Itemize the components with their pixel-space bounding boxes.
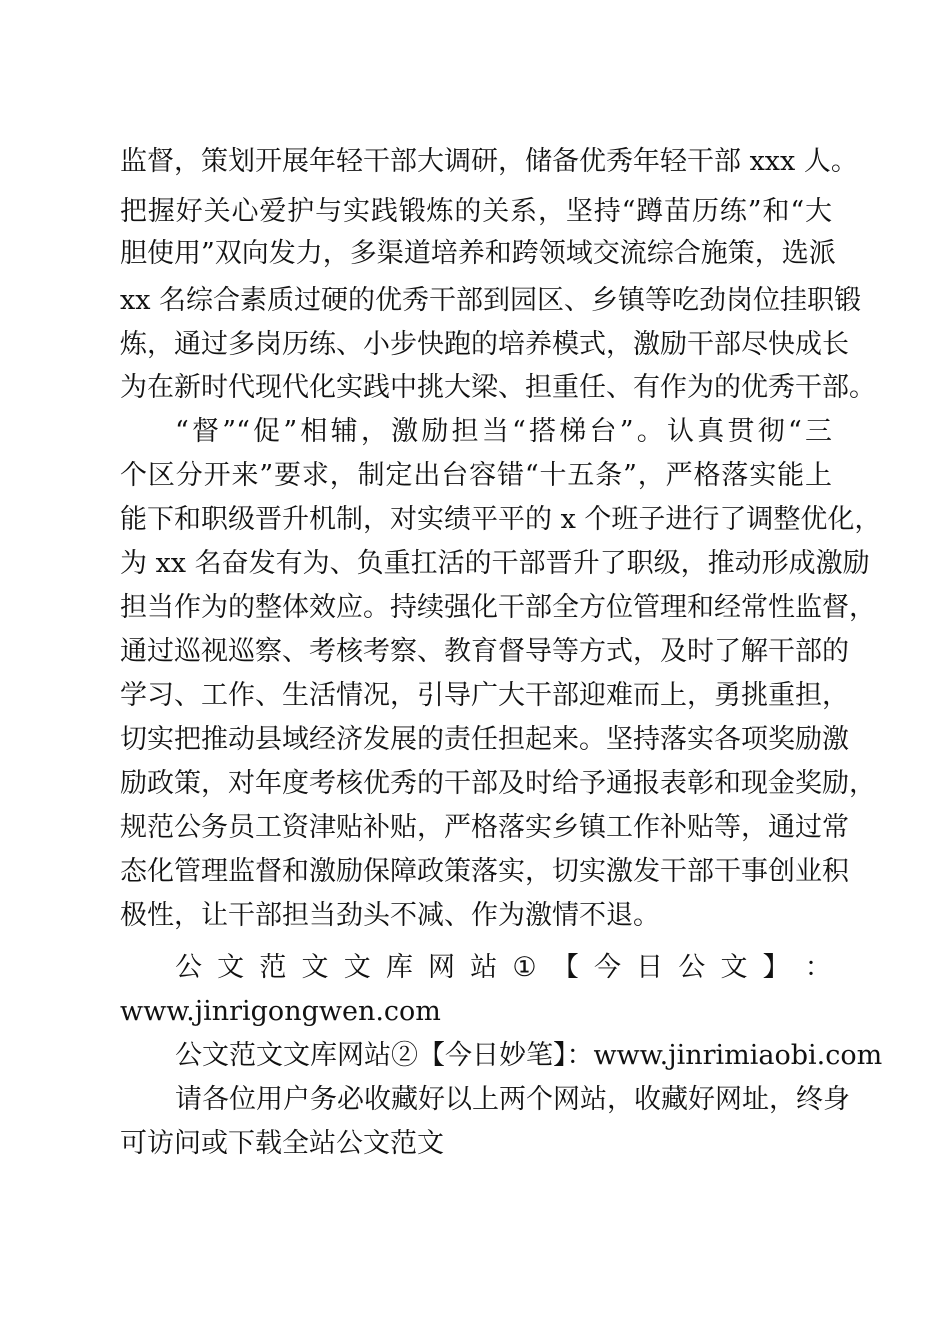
- body-line-8: 个区分开来”要求，制定出台容错“十五条”，严格落实能上: [120, 460, 832, 491]
- body-line-1: 监督，策划开展年轻干部大调研，储备优秀年轻干部 xxx 人。: [120, 146, 858, 177]
- body-line-4: xx 名综合素质过硬的优秀干部到园区、乡镇等吃劲岗位挂职锻: [120, 285, 862, 316]
- body-line-2: 把握好关心爱护与实践锻炼的关系，坚持“蹲苗历练”和“大: [120, 196, 832, 227]
- body-line-5: 炼，通过多岗历练、小步快跑的培养模式，激励干部尽快成长: [120, 329, 849, 360]
- footer-site1-label-char: 站: [470, 952, 498, 983]
- footer-notice-line-1: 请各位用户务必收藏好以上两个网站，收藏好网址，终身: [175, 1084, 850, 1115]
- body-line-10: 为 xx 名奋发有为、负重扛活的干部晋升了职级，推动形成激励: [120, 548, 870, 579]
- footer-site1-label-spread: [175, 945, 832, 991]
- footer-site1-label-char: 文: [217, 952, 245, 983]
- body-line-17: 态化管理监督和激励保障政策落实，切实激发干部干事创业积: [120, 856, 849, 887]
- footer-site1-label-char: 库: [385, 952, 413, 983]
- footer-site1-label-char: 文: [343, 952, 371, 983]
- body-line-6: 为在新时代现代化实践中挑大梁、担重任、有作为的优秀干部。: [120, 372, 876, 403]
- footer-site1-label-char: 文: [720, 952, 748, 983]
- body-line-15: 励政策，对年度考核优秀的干部及时给予通报表彰和现金奖励，: [120, 768, 876, 799]
- footer-site1-label-char: 日: [636, 952, 664, 983]
- body-line-18: 极性，让干部担当劲头不减、作为激情不退。: [120, 900, 660, 931]
- body-line-11: 担当作为的整体效应。持续强化干部全方位管理和经常性监督，: [120, 592, 876, 623]
- footer-site1-label-char: 】: [762, 952, 790, 983]
- footer-site1-label-char: 网: [428, 952, 456, 983]
- footer-site1-label-char: 【: [551, 952, 579, 983]
- body-line-13: 学习、工作、生活情况，引导广大干部迎难而上，勇挑重担，: [120, 680, 849, 711]
- footer-site1-url[interactable]: www.jinrigongwen.com: [120, 996, 441, 1027]
- footer-site1-label-char: 范: [259, 952, 287, 983]
- footer-notice-line-2: 可访问或下载全站公文范文: [120, 1128, 444, 1159]
- body-line-9: 能下和职级晋升机制，对实绩平平的 x 个班子进行了调整优化，: [120, 504, 882, 535]
- footer-site1-label-char: ①: [512, 952, 537, 983]
- body-line-14: 切实把推动县域经济发展的责任担起来。坚持落实各项奖励激: [120, 724, 849, 755]
- footer-site2-line[interactable]: 公文范文文库网站②【今日妙笔】：www.jinrimiaobi.com: [175, 1040, 883, 1071]
- footer-site1-label-char: 公: [678, 952, 706, 983]
- body-line-7: “督”“促”相辅，激励担当“搭梯台”。认真贯彻“三: [175, 416, 832, 447]
- footer-site1-label-char: 今: [593, 952, 621, 983]
- body-line-16: 规范公务员工资津贴补贴，严格落实乡镇工作补贴等，通过常: [120, 812, 849, 843]
- body-line-12: 通过巡视巡察、考核考察、教育督导等方式，及时了解干部的: [120, 636, 849, 667]
- footer-site1-label: [175, 945, 832, 991]
- footer-site1-label-char: 公: [175, 952, 202, 983]
- footer-site1-label-char: ：: [804, 952, 832, 983]
- footer-site1-label-char: 文: [301, 952, 329, 983]
- body-line-3: 胆使用”双向发力，多渠道培养和跨领域交流综合施策，选派: [120, 238, 836, 269]
